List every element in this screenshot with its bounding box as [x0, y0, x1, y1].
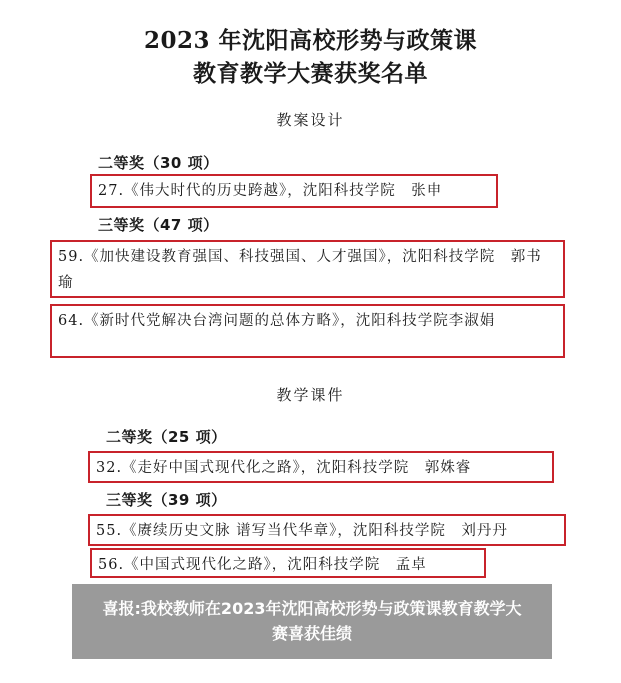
award-third-prize-courseware: 三等奖（39 项） — [106, 491, 227, 509]
entry-text: 56.《中国式现代化之路》，沈阳科技学院 孟卓 — [98, 557, 427, 573]
entry-text: 27.《伟大时代的历史跨越》，沈阳科技学院 张申 — [98, 183, 443, 199]
winner-entry-27 — [90, 174, 498, 208]
entry-text: 55.《赓续历史文脉 谱写当代华章》，沈阳科技学院 刘丹丹 — [96, 523, 508, 539]
section-heading-lesson-design: 教案设计 — [276, 111, 345, 129]
award-second-prize-courseware: 二等奖（25 项） — [106, 428, 227, 446]
entry-text: 59.《加快建设教育强国、科技强国、人才强国》，沈阳科技学院 郭书瑜 — [58, 249, 542, 291]
document-title-line1: 2023 年沈阳高校形势与政策课 — [143, 27, 478, 54]
winner-entry-56 — [90, 548, 486, 578]
winner-entry-55 — [88, 514, 566, 546]
entry-text: 32.《走好中国式现代化之路》，沈阳科技学院 郭姝睿 — [96, 460, 472, 476]
award-third-prize-lesson-design: 三等奖（47 项） — [98, 216, 219, 234]
winner-entry-64 — [50, 304, 565, 358]
entry-text: 64.《新时代党解决台湾问题的总体方略》，沈阳科技学院李淑娟 — [58, 313, 496, 329]
news-caption-banner: 喜报:我校教师在2023年沈阳高校形势与政策课教育教学大赛喜获佳绩 — [72, 584, 552, 659]
section-heading-courseware: 教学课件 — [276, 386, 345, 404]
winner-entry-59 — [50, 240, 565, 298]
winner-entry-32 — [88, 451, 554, 483]
document-title-line2: 教育教学大赛获奖名单 — [193, 60, 428, 87]
award-second-prize-lesson-design: 二等奖（30 项） — [98, 154, 219, 172]
